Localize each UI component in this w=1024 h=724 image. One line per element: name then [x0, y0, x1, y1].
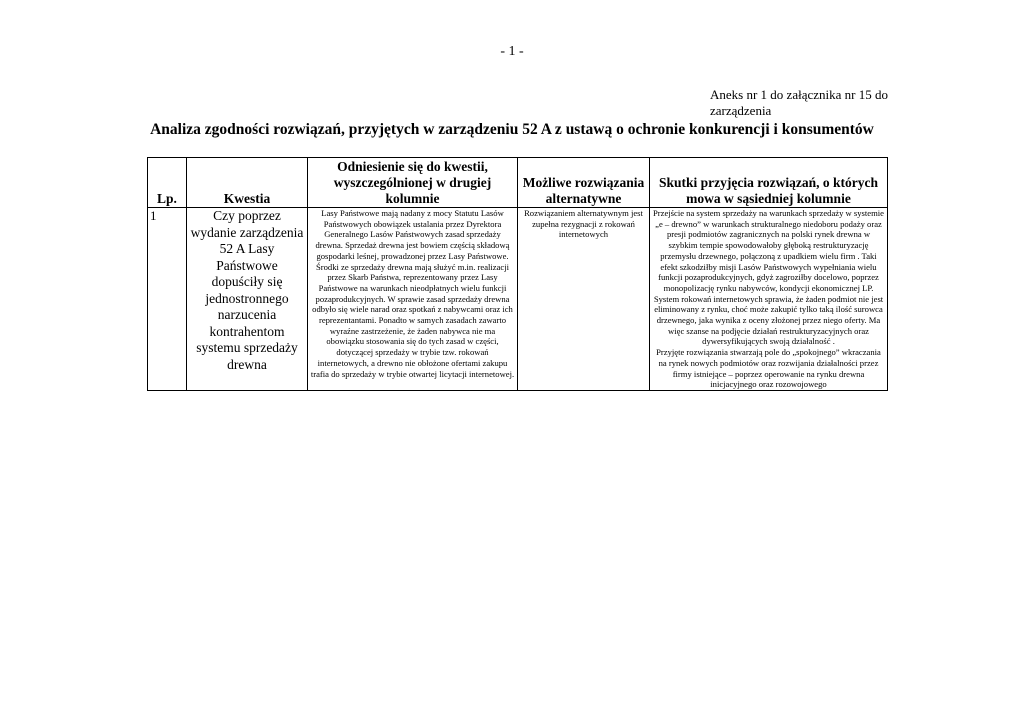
cell-kwestia: Czy poprzez wydanie zarządzenia 52 A Lasy Państwowe dopuściły się jednostronnego narzucenia kontrahentom systemu sprzedaży drewna — [187, 208, 308, 391]
cell-odniesienie: Lasy Państwowe mają nadany z mocy Statutu Lasów Państwowych obowiązek ustalania przez Dyrektora Generalnego Lasów Państwowych zasad sprzedaży drewna. Sprzedaż drewna jest bowiem częścią składową gospodarki leśnej, prowadzonej przez Lasy Państwowe. Środki ze sprzedaży drewna mają służyć m.in. realizacji przez Skarb Państwa, reprezentowany przez Lasy Państwowe na warunkach nieodpłatnych wielu funkcji pozaprodukcyjnych. W sprawie zasad sprzedaży drewna odbyło się wiele narad oraz spotkań z nabywcami oraz ich reprezentantami. Ponadto w samych zasadach zawarto wyraźne zastrzeżenie, że żaden nabywca nie ma obowiązku stosowania się do tych zasad w części, dotyczącej sprzedaży w trybie tzw. rokowań internetowych, a drewno nie obłożone ofertami zakupu trafia do sprzedaży w trybie otwartej licytacji internetowej. — [308, 208, 518, 391]
table-row — [148, 208, 888, 391]
header-lp: Lp. — [148, 158, 187, 208]
document-title: Analiza zgodności rozwiązań, przyjętych w zarządzeniu 52 A z ustawą o ochronie konkurencji i konsumentów — [150, 121, 874, 138]
skutki-paragraph-3: Przyjęte rozwiązania stwarzają pole do „spokojnego” wkraczania na rynek nowych podmiotów oraz rozwijania działalności przez firmy istniejące – poprzez operowanie na rynku drewna inicjacyjnego oraz rozowojowego — [656, 347, 881, 390]
skutki-paragraph-2: System rokowań internetowych sprawia, że żaden podmiot nie jest eliminowany z rynku, choć może zakupić tylko taką ilość surowca drzewnego, jaka wynika z oceny złożonej przez niego oferty. Ma więc szanse na podjęcie działań restrukturyzacyjnych oraz dywersyfikujących swoją działalność . — [653, 293, 884, 347]
page-number: - 1 - — [500, 44, 524, 59]
header-alternatywne: Możliwe rozwiązania alternatywne — [518, 158, 650, 208]
analysis-table — [147, 157, 888, 391]
header-kwestia: Kwestia — [187, 158, 308, 208]
skutki-paragraph-1: Przejście na system sprzedaży na warunkach sprzedaży w systemie „e – drewno” w warunkach strukturalnego niedoboru podaży oraz presji podmiotów zagranicznych na polski rynek drewna w szybkim tempie spowodowałoby głęboką restrukturyzację przemysłu drzewnego, połączoną z upadkiem wielu firm . Taki efekt szkodziłby misji Lasów Państwowych wypełniania wielu funkcji pozaprodukcyjnych, gdyż zagroziłby docelowo, poprzez monopolizację rynku nabywców, kondycji ekonomicznej LP. — [653, 208, 884, 293]
annex-reference: Aneks nr 1 do załącznika nr 15 do zarządzenia — [710, 87, 888, 118]
cell-alternatywne: Rozwiązaniem alternatywnym jest zupełna rezygnacji z rokowań internetowych — [518, 208, 650, 391]
cell-skutki — [650, 208, 888, 391]
header-skutki: Skutki przyjęcia rozwiązań, o których mowa w sąsiedniej kolumnie — [650, 158, 888, 208]
table-header-row — [148, 158, 888, 208]
cell-lp: 1 — [148, 208, 187, 391]
header-odniesienie: Odniesienie się do kwestii, wyszczególnionej w drugiej kolumnie — [308, 158, 518, 208]
